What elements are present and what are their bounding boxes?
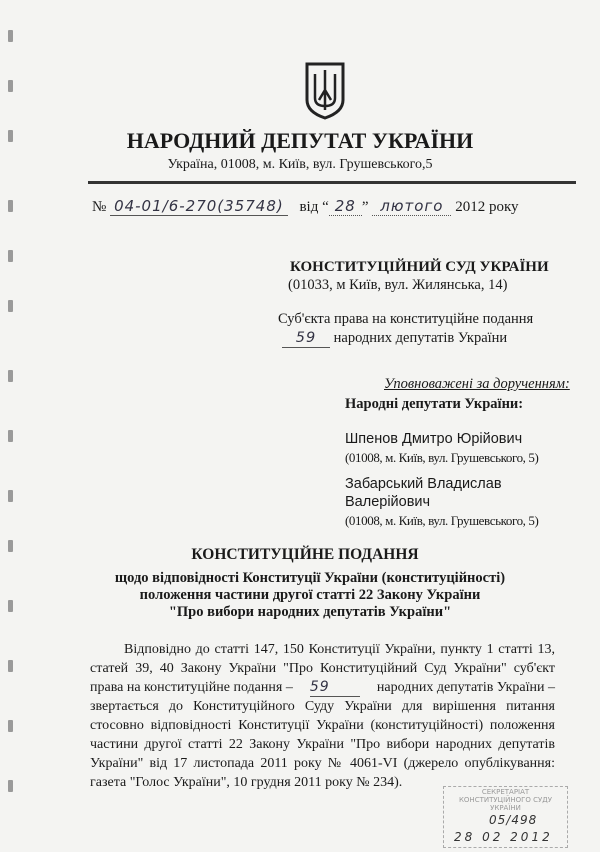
person-address: (01008, м. Київ, вул. Грушевського, 5) xyxy=(345,513,539,528)
date-month: лютого xyxy=(372,197,451,216)
subject-count: 59 xyxy=(282,329,330,348)
person-name: Забарський Владислав xyxy=(345,476,502,492)
stamp-line: УКРАЇНИ xyxy=(490,804,521,812)
stamp-reg-number: 05/498 xyxy=(489,813,538,827)
stamp-line: СЕКРЕТАРІАТ xyxy=(481,788,530,796)
document-title: КОНСТИТУЦІЙНЕ ПОДАННЯ xyxy=(191,546,419,563)
outgoing-number: 04-01/6-270(35748) xyxy=(110,197,288,216)
body-line xyxy=(90,679,555,697)
body-line: стосовно відповідності Конституції України (конституційності) положення xyxy=(90,718,555,733)
recipient-address: (01033, м Київ, вул. Жилянська, 14) xyxy=(288,277,508,293)
authorized-label: Уповноважені за дорученням: xyxy=(384,376,570,392)
person-name: Шпенов Дмитро Юрійович xyxy=(345,431,523,447)
punch-hole xyxy=(8,80,13,92)
person-name-cont: Валерійович xyxy=(345,494,431,510)
deputies-count: 59 xyxy=(310,679,360,697)
subject-line1: Суб'єкта права на конституційне подання xyxy=(278,311,534,327)
sender-title: НАРОДНИЙ ДЕПУТАТ УКРАЇНИ xyxy=(126,128,474,153)
punch-hole xyxy=(8,30,13,42)
subject-line2-text: народних депутатів України xyxy=(333,330,508,346)
date-from-label: від “ xyxy=(299,199,329,215)
punch-hole xyxy=(8,370,13,382)
subject-line2 xyxy=(282,329,507,348)
authorized-heading: Народні депутати України: xyxy=(345,396,524,412)
body-line: статей 39, 40 Закону України "Про Конституційний Суд України" суб'єкт xyxy=(90,661,555,676)
date-quote-close: ” xyxy=(361,199,369,215)
body-line: звертається до Конституційного Суду України для вирішення питання xyxy=(90,699,555,714)
punch-hole xyxy=(8,780,13,792)
punch-hole xyxy=(8,200,13,212)
date-year: 2012 року xyxy=(455,199,519,215)
trident-emblem-icon xyxy=(303,60,347,120)
reference-line xyxy=(92,196,519,217)
stamp-date: 28 02 2012 xyxy=(454,830,553,844)
number-label: № xyxy=(92,199,107,215)
document-subtitle: "Про вибори народних депутатів України" xyxy=(168,604,452,620)
body-line: Відповідно до статті 147, 150 Конституції України, пункту 1 статті 13, xyxy=(124,642,555,657)
body-line: газета "Голос України", 10 грудня 2011 року № 234). xyxy=(90,775,403,790)
header-divider xyxy=(88,181,576,184)
stamp-line: КОНСТИТУЦІЙНОГО СУДУ xyxy=(458,796,553,804)
body-line-end: народних депутатів України – xyxy=(376,680,555,695)
sender-address: Україна, 01008, м. Київ, вул. Грушевського,5 xyxy=(167,157,433,172)
punch-hole xyxy=(8,660,13,672)
recipient-name: КОНСТИТУЦІЙНИЙ СУД УКРАЇНИ xyxy=(290,259,549,275)
punch-hole xyxy=(8,430,13,442)
document-subtitle: щодо відповідності Конституції України (конституційності) xyxy=(114,570,506,586)
punch-hole xyxy=(8,490,13,502)
body-line: частини другої статті 22 Закону України "Про вибори народних депутатів xyxy=(90,737,555,752)
punch-hole xyxy=(8,720,13,732)
person-address: (01008, м. Київ, вул. Грушевського, 5) xyxy=(345,450,539,465)
punch-hole xyxy=(8,250,13,262)
date-day: 28 xyxy=(329,197,362,216)
body-line: України" від 17 листопада 2011 року № 4061-VI (джерело опублікування: xyxy=(90,756,555,771)
punch-hole xyxy=(8,300,13,312)
body-line-start: права на конституційне подання – xyxy=(90,680,293,695)
registration-stamp xyxy=(443,786,568,848)
document-subtitle: положення частини другої статті 22 Закону України xyxy=(139,587,481,603)
